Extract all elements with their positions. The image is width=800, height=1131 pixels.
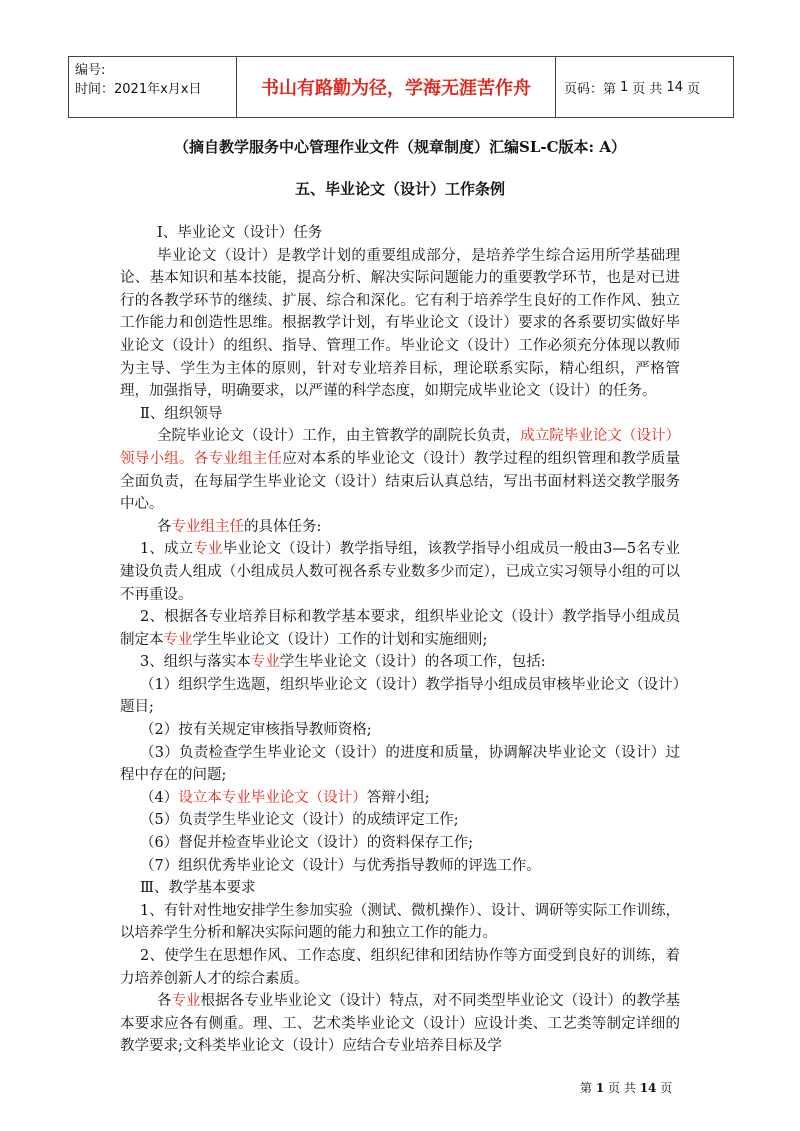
page-footer (580, 1079, 672, 1096)
highlighted-text: 专业 (171, 993, 201, 1010)
document-source-title: （摘自教学服务中心管理作业文件（规章制度）汇编SL-C版本: A） (174, 138, 626, 156)
paragraph (120, 538, 680, 606)
paragraph-text: 各 (157, 993, 172, 1010)
header-left-cell (69, 57, 237, 117)
page-prefix: 页码：第 (564, 81, 617, 97)
paragraph-text: 学生毕业论文（设计）的各项工作，包括: (279, 654, 546, 671)
highlighted-text: 专业组主任 (171, 518, 244, 535)
paragraph-text: Ⅲ、教学基本要求 (140, 880, 256, 897)
header-page-cell (556, 57, 733, 117)
paragraph (120, 719, 680, 742)
paragraph-text: 应对本系的毕业论文（设计）教学过程的组织管理和教学质量全面负责，在每届学生毕业论文（设计）结束后认真总结，写出书面材料送交教学服务中心。 (120, 450, 681, 513)
paragraph-text: 的具体任务: (244, 518, 322, 535)
paragraph (120, 990, 680, 1058)
paragraph-text: 3、组织与落实本 (140, 654, 251, 671)
highlighted-text: 设立本专业毕业论文（设计） (178, 789, 367, 806)
paragraph-text: 根据各专业毕业论文（设计）特点，对不同类型毕业论文（设计）的教学基本要求应各有侧重。理、工、艺术类毕业论文（设计）应设计类、工艺类等制定详细的教学要求;文科类毕业论文（设计）应结合专业培养目标及学 (120, 993, 681, 1055)
paragraph-text: Ⅱ、组织领导 (140, 405, 223, 422)
paragraph (120, 403, 680, 426)
paragraph (120, 425, 680, 515)
paragraph-text: 1、成立 (140, 541, 194, 558)
paragraph (120, 516, 680, 539)
page-suffix: 页 (686, 81, 700, 97)
paragraph (120, 245, 680, 403)
paragraph (120, 606, 680, 651)
paragraph-text: （3）负责检查学生毕业论文（设计）的进度和质量，协调解决毕业论文（设计）过程中存在的问题; (120, 744, 680, 784)
paragraph (120, 787, 680, 810)
paragraph-text: 学生毕业论文（设计）工作的计划和实施细则; (192, 631, 488, 648)
paragraph-text: （6）督促并检查毕业论文（设计）的资料保存工作; (140, 835, 474, 852)
footer-page: 1 (595, 1081, 605, 1095)
paragraph-text: （4） (140, 789, 179, 806)
highlighted-text: 成立院毕业论文（设计）领导小组。各专业组主任 (120, 428, 681, 467)
footer-suffix: 页 (660, 1081, 673, 1095)
paragraph (120, 222, 680, 245)
paragraph-text: 毕业论文（设计）教学指导组，该教学指导小组成员一般由3—5名专业建设负责人组成（小组成员人数可视各系专业数多少而定），已成立实习领导小组的可以不再重设。 (120, 541, 680, 603)
paragraph-text: （2）按有关规定审核指导教师资格; (140, 722, 372, 739)
page-mid: 页 共 (632, 81, 663, 97)
paragraph-text: （1）组织学生选题，组织毕业论文（设计）教学指导小组成员审核毕业论文（设计）题目; (120, 676, 680, 716)
paragraph-text: （7）组织优秀毕业论文（设计）与优秀指导教师的评选工作。 (140, 857, 541, 874)
paragraph (120, 855, 680, 878)
paragraph (120, 877, 680, 900)
footer-mid: 页 共 (608, 1081, 636, 1095)
header-table (68, 56, 734, 118)
footer-total: 14 (639, 1081, 657, 1095)
paragraph-text: 全院毕业论文（设计）工作，由主管教学的副院长负责， (157, 428, 521, 445)
paragraph-text: 2、使学生在思想作风、工作态度、组织纪律和团结协作等方面受到良好的训练，着力培养创新人才的综合素质。 (120, 948, 680, 987)
paragraph (120, 651, 680, 674)
paragraph-text: Ⅰ、毕业论文（设计）任务 (157, 225, 323, 241)
paragraph (120, 832, 680, 855)
paragraph (120, 900, 680, 945)
page-number: 1 (620, 79, 629, 95)
highlighted-text: 专业 (163, 631, 193, 648)
time-label: 时间：2021年x月x日 (75, 82, 202, 97)
paragraph-text: 2、根据各专业培养目标和教学基本要求，组织毕业论文（设计）教学指导小组成员制定本 (120, 609, 680, 648)
paragraph (120, 945, 680, 990)
footer-prefix: 第 (580, 1081, 593, 1095)
paragraph-text: （5）负责学生毕业论文（设计）的成绩评定工作; (140, 812, 459, 829)
paragraph (120, 674, 680, 719)
document-body (120, 222, 680, 1058)
section-title: 五、毕业论文（设计）工作条例 (294, 180, 505, 198)
highlighted-text: 专业 (250, 654, 280, 671)
highlighted-text: 专业 (193, 541, 223, 558)
number-label: 编号: (75, 63, 106, 78)
paragraph (120, 809, 680, 832)
paragraph-text: 1、有针对性地安排学生参加实验（测试、微机操作）、设计、调研等实际工作训练，以培养学生分析和解决实际问题的能力和独立工作的能力。 (120, 902, 680, 942)
page-total: 14 (666, 79, 683, 95)
motto: 书山有路勤为径，学海无涯苦作舟 (237, 57, 556, 117)
paragraph (120, 742, 680, 787)
paragraph-text: 毕业论文（设计）是教学计划的重要组成部分，是培养学生综合运用所学基础理论、基本知识和基本技能，提高分析、解决实际问题能力的重要教学环节，也是对已进行的各教学环节的继续、扩展、综合和深化。它有利于培养学生良好的工作作风、独立工作能力和创造性思维。根据教学计划，有毕业论文（设计）要求的各系要切实做好毕业论文（设计）的组织、指导、管理工作。毕业论文（设计）工作必须充分体现以教师为主导、学生为主体的原则，针对专业培养目标，理论联系实际，精心组织，严格管理，加强指导，明确要求，以严谨的科学态度，如期完成毕业论文（设计）的任务。 (120, 247, 680, 400)
paragraph-text: 各 (157, 518, 172, 535)
paragraph-text: 答辩小组; (366, 789, 430, 806)
